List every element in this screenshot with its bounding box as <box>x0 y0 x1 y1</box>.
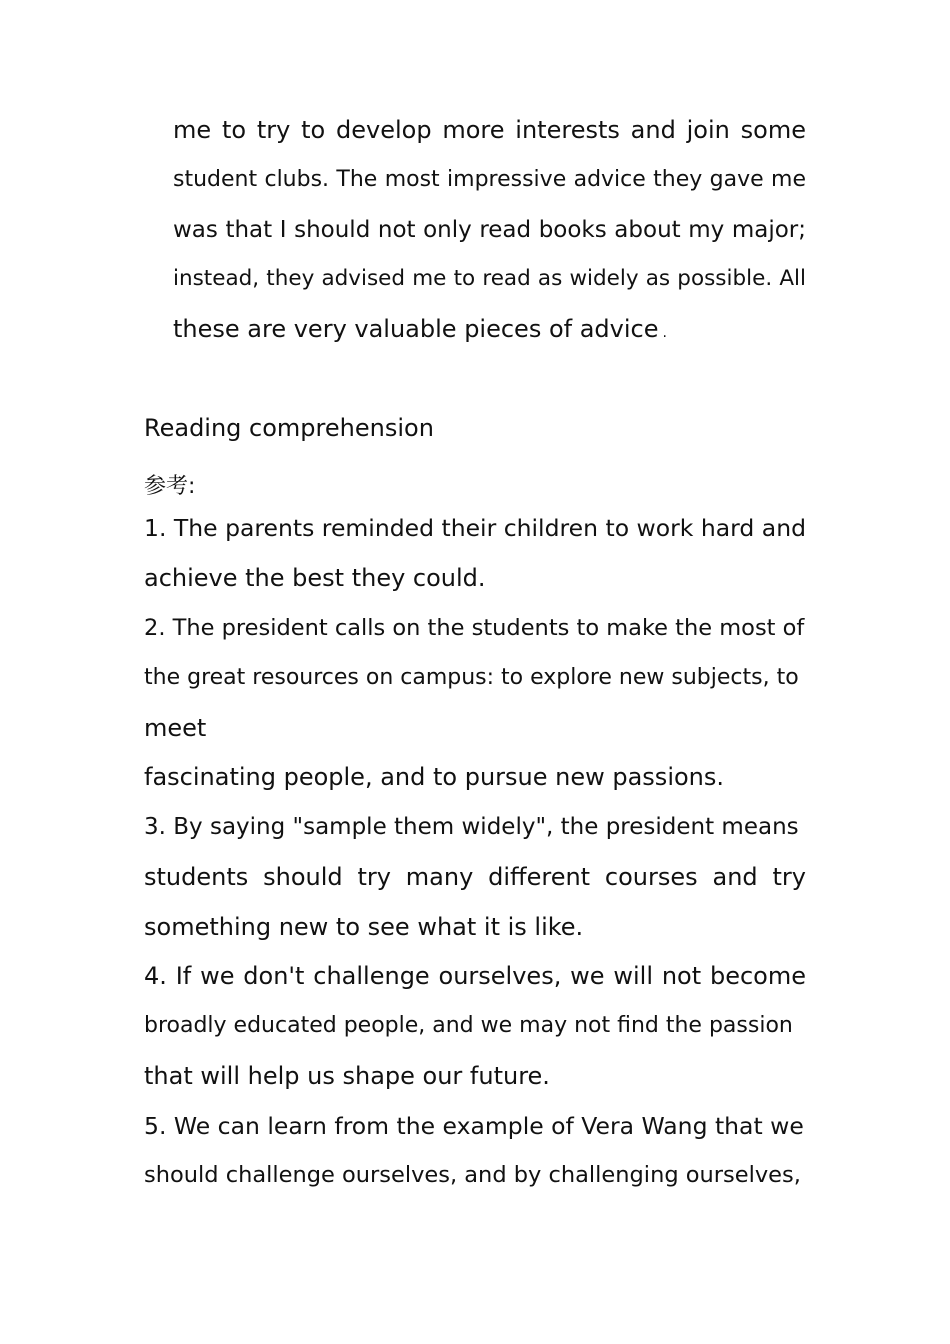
answer-line: the great resources on campus: to explore new subjects, to <box>144 665 799 690</box>
reference-label: 参考: <box>144 474 196 499</box>
text-line: student clubs. The most impressive advice they gave me <box>173 167 806 192</box>
text-line: instead, they advised me to read as widely as possible. All <box>173 266 806 291</box>
answer-line: fascinating people, and to pursue new passions. <box>144 763 725 791</box>
answer-line: 2. The president calls on the students to make the most of <box>144 615 805 641</box>
answer-line: 4. If we don't challenge ourselves, we will not become <box>144 962 806 990</box>
answer-line: should challenge ourselves, and by challenging ourselves, <box>144 1162 801 1188</box>
text-span: these are very valuable pieces of advice <box>173 315 659 343</box>
answer-line: something new to see what it is like. <box>144 913 584 941</box>
answer-line: 3. By saying "sample them widely", the president means <box>144 814 799 840</box>
text-line: was that I should not only read books about my major; <box>173 217 806 243</box>
section-heading: Reading comprehension <box>144 414 434 442</box>
text-line <box>173 314 806 348</box>
answer-line: broadly educated people, and we may not find the passion <box>144 1013 793 1038</box>
answer-line: students should try many different courses and try <box>144 863 806 891</box>
answer-line: 5. We can learn from the example of Vera Wang that we <box>144 1112 804 1140</box>
answer-line: that will help us shape our future. <box>144 1062 550 1090</box>
answer-line: achieve the best they could. <box>144 564 486 592</box>
answer-line: meet <box>144 714 207 742</box>
text-line: me to try to develop more interests and join some <box>173 116 806 144</box>
period-mark: . <box>662 325 667 341</box>
answer-line: 1. The parents reminded their children to work hard and <box>144 514 807 542</box>
